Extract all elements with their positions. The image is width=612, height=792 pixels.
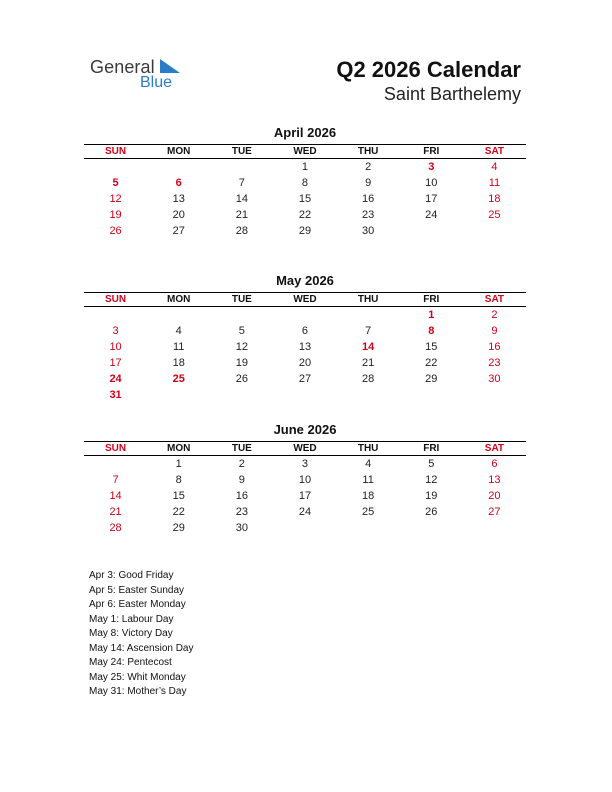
holiday-list [89,569,194,700]
day-cell: 10 [109,341,122,353]
week-row [84,223,526,239]
weekday-label: TUE [231,294,252,305]
day-cell: 6 [301,325,309,337]
day-cell: 3 [428,161,435,173]
day-cell: 15 [298,193,312,205]
day-cell: 18 [488,193,501,205]
holiday-item: May 1: Labour Day [89,613,174,625]
day-cell: 8 [301,177,309,189]
holiday-item: Apr 6: Easter Monday [89,599,186,610]
day-cell: 28 [109,522,122,534]
holiday-item: May 14: Ascension Day [89,642,194,654]
day-cell: 23 [362,209,375,221]
day-cell: 16 [488,341,501,353]
day-cell: 27 [488,506,501,518]
day-cell: 10 [298,474,312,486]
day-cell [84,456,147,472]
weekday-label: FRI [423,146,440,157]
day-cell [147,159,210,175]
day-cell: 26 [235,373,248,385]
day-cell: 26 [425,506,438,518]
day-cell: 17 [109,357,122,369]
weekday-label: THU [357,146,379,157]
week-row [84,456,526,472]
day-cell [147,307,210,323]
day-cell: 1 [428,309,435,321]
day-cell: 13 [488,474,501,486]
day-cell: 9 [365,177,372,189]
day-cell: 7 [365,325,372,337]
day-cell: 30 [488,373,501,385]
day-cell: 19 [425,490,438,502]
weekday-label: TUE [231,146,252,157]
day-cell: 30 [362,225,375,237]
day-cell: 27 [298,373,312,385]
logo-flag-icon [160,59,180,73]
day-cell: 21 [235,209,248,221]
week-row [84,520,526,536]
day-cell [210,159,273,175]
day-cell [210,307,273,323]
day-cell: 19 [109,209,122,221]
week-row [84,371,526,387]
logo [90,57,190,93]
day-cell: 4 [365,458,372,470]
page-title: Q2 2026 Calendar [336,57,521,82]
weekday-label: SUN [105,294,127,305]
day-cell [463,520,526,536]
day-cell: 28 [235,225,248,237]
day-cell [147,387,210,403]
day-cell: 5 [112,177,119,189]
day-cell: 15 [425,341,438,353]
day-cell [84,159,147,175]
day-cell [337,387,400,403]
day-cell: 29 [172,522,185,534]
day-cell: 2 [491,309,498,321]
day-cell: 10 [425,177,438,189]
day-cell: 27 [172,225,185,237]
day-cell: 25 [362,506,375,518]
day-cell: 9 [238,474,245,486]
day-cell [400,223,463,239]
day-cell: 11 [362,474,374,486]
weekday-label: SUN [105,146,127,157]
day-cell: 12 [109,193,122,205]
day-cell: 16 [362,193,375,205]
day-cell: 8 [175,474,182,486]
day-cell: 19 [235,357,248,369]
week-row [84,504,526,520]
weekday-label: MON [167,443,191,454]
day-cell: 25 [488,209,501,221]
day-cell [337,307,400,323]
day-cell: 22 [425,357,438,369]
week-row [84,339,526,355]
day-cell: 8 [428,325,435,337]
weekday-label: THU [357,294,379,305]
day-cell [400,520,463,536]
day-cell [84,307,147,323]
day-cell: 3 [301,458,309,470]
day-cell: 18 [172,357,185,369]
day-cell: 21 [362,357,375,369]
day-cell: 14 [109,490,122,502]
day-cell: 23 [235,506,248,518]
day-cell: 7 [112,474,119,486]
week-row [84,307,526,323]
day-cell: 3 [112,325,119,337]
week-row [84,472,526,488]
day-cell: 13 [172,193,185,205]
day-cell: 6 [175,177,182,189]
day-cell: 14 [235,193,248,205]
weekday-label: WED [293,146,317,157]
day-cell [337,520,400,536]
week-row [84,175,526,191]
month-calendar-may [84,273,526,403]
logo-text-blue: Blue [140,74,173,91]
day-cell: 18 [362,490,375,502]
day-cell: 13 [298,341,312,353]
day-cell: 6 [491,458,498,470]
day-cell: 26 [109,225,122,237]
weekday-label: SAT [484,294,505,305]
weekday-label: SUN [105,443,127,454]
day-cell: 30 [235,522,248,534]
weekday-label: WED [293,294,317,305]
holiday-item: Apr 5: Easter Sunday [89,584,185,596]
weekday-label: TUE [231,443,252,454]
day-cell: 7 [238,177,245,189]
day-cell [273,520,336,536]
month-calendar-june [84,422,526,536]
day-cell: 17 [298,490,312,502]
holiday-item: May 31: Mother’s Day [89,686,187,697]
day-cell: 4 [175,325,182,337]
day-cell [463,387,526,403]
day-cell: 1 [301,161,309,173]
day-cell: 9 [491,325,498,337]
day-cell: 24 [298,506,312,518]
day-cell [273,307,336,323]
day-cell: 11 [173,341,185,353]
day-cell: 25 [172,373,185,385]
day-cell: 20 [172,209,185,221]
holiday-item: May 25: Whit Monday [89,671,186,683]
weekday-label: FRI [423,443,440,454]
weekday-label: WED [293,443,317,454]
day-cell: 12 [425,474,438,486]
day-cell: 31 [109,389,122,401]
day-cell: 28 [362,373,375,385]
month-title: May 2026 [276,273,334,288]
week-row [84,387,526,403]
day-cell: 5 [428,458,435,470]
week-row [84,488,526,504]
weekday-header [84,144,526,159]
weekday-header [84,441,526,456]
day-cell: 5 [238,325,245,337]
week-row [84,323,526,339]
day-cell: 20 [298,357,312,369]
day-cell: 22 [172,506,185,518]
weekday-label: SAT [484,146,505,157]
day-cell [273,387,336,403]
weekday-label: THU [357,443,379,454]
holiday-item: Apr 3: Good Friday [89,570,174,581]
day-cell: 17 [425,193,438,205]
day-cell [400,387,463,403]
day-cell: 11 [488,177,501,189]
day-cell: 24 [109,373,122,385]
weekday-label: MON [167,294,191,305]
day-cell: 22 [298,209,312,221]
week-row [84,191,526,207]
month-calendar-april [84,125,526,239]
logo-text-general: General [90,57,155,77]
day-cell: 23 [488,357,501,369]
day-cell: 20 [488,490,501,502]
day-cell: 24 [425,209,438,221]
day-cell: 29 [298,225,312,237]
day-cell [210,387,273,403]
day-cell: 14 [362,341,375,353]
day-cell: 1 [175,458,182,470]
day-cell: 4 [491,161,498,173]
week-row [84,159,526,175]
month-title: April 2026 [273,125,337,140]
weekday-label: SAT [484,443,505,454]
day-cell [463,223,526,239]
day-cell: 2 [238,458,245,470]
month-title: June 2026 [273,422,337,437]
holiday-item: May 24: Pentecost [89,657,172,668]
weekday-label: MON [167,146,191,157]
day-cell: 21 [109,506,122,518]
holiday-item: May 8: Victory Day [89,628,173,639]
page-subtitle: Saint Barthelemy [383,84,521,104]
weekday-label: FRI [423,294,440,305]
week-row [84,207,526,223]
day-cell: 29 [425,373,438,385]
day-cell: 15 [172,490,185,502]
week-row [84,355,526,371]
day-cell: 12 [235,341,248,353]
weekday-header [84,292,526,307]
day-cell: 2 [365,161,372,173]
day-cell: 16 [235,490,248,502]
